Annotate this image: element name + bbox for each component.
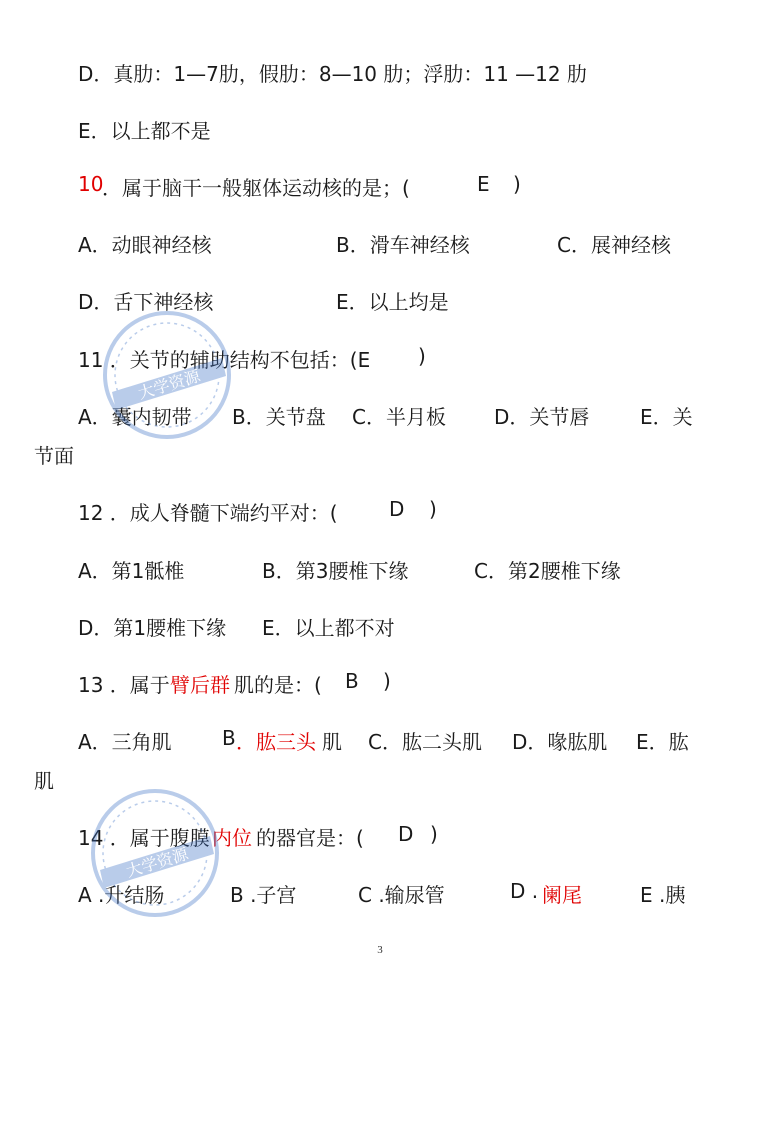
q12-option-b: B．第3腰椎下缘 — [262, 559, 409, 583]
q10-option-e: E．以上均是 — [336, 290, 449, 314]
q13-option-e: E．肱 — [636, 730, 689, 754]
q12-close: ) — [429, 497, 437, 521]
q13-option-d: D．喙肱肌 — [512, 730, 608, 754]
q9-option-e: E．以上都不是 — [78, 119, 211, 143]
q13-question — [0, 669, 760, 699]
q12-options-row1 — [0, 555, 760, 585]
q10-option-d: D．舌下神经核 — [78, 290, 214, 314]
q13-options-row1 — [0, 726, 760, 756]
q9-option-e-line — [0, 115, 760, 145]
q10-number: 10 — [78, 172, 104, 196]
watermark-stamp-icon — [80, 778, 230, 928]
q13-stem-highlight: 臂后群 — [170, 673, 230, 697]
q12-option-c: C．第2腰椎下缘 — [474, 559, 621, 583]
q13-option-a: A．三角肌 — [78, 730, 172, 754]
q10-question — [0, 172, 760, 202]
q13-option-e-continued: 肌 — [34, 769, 54, 793]
q14-stem-post: 的器官是：( — [256, 826, 364, 850]
q11-option-b: B．关节盘 — [232, 405, 326, 429]
q13-close: ) — [383, 669, 391, 693]
q11-option-c: C．半月板 — [352, 405, 446, 429]
watermark-stamp-icon — [92, 300, 242, 450]
q12-option-a: A．第1骶椎 — [78, 559, 185, 583]
q10-option-c: C．展神经核 — [557, 233, 671, 257]
q13-option-b-text: ．肱三头 — [236, 730, 316, 754]
q13-option-b-label: B — [222, 726, 236, 750]
q14-close: ) — [430, 822, 438, 846]
q11-close: ) — [418, 344, 426, 368]
q14-option-d-label: D . — [510, 879, 539, 903]
q14-option-b: B .子宫 — [230, 883, 297, 907]
q10-stem: ．属于脑干一般躯体运动核的是；( — [102, 176, 410, 200]
q10-options-row1 — [0, 229, 760, 259]
q9-option-d-line — [0, 58, 760, 88]
q14-option-d-text: 阑尾 — [542, 883, 582, 907]
q12-answer: D — [389, 497, 405, 521]
q14-option-c: C .输尿管 — [358, 883, 445, 907]
q10-close: ) — [513, 172, 521, 196]
watermark-text: 大学资源 — [135, 366, 203, 403]
q13-option-b-tail: 肌 — [322, 730, 342, 754]
q11-option-e: E．关 — [640, 405, 693, 429]
q11-stem: 11 ．关节的辅助结构不包括：(E — [78, 348, 371, 372]
q14-stem-pre: 14 ．属于腹膜 — [78, 826, 210, 850]
q10-option-a: A．动眼神经核 — [78, 233, 212, 257]
q11-option-e-continued: 节面 — [34, 444, 74, 468]
q10-answer: E — [477, 172, 490, 196]
q13-option-c: C．肱二头肌 — [368, 730, 482, 754]
q14-option-a: A .升结肠 — [78, 883, 165, 907]
q9-option-d: D．真肋：1—7肋，假肋：8—10 肋；浮肋：11 —12 肋 — [78, 62, 587, 86]
q12-question — [0, 497, 760, 527]
q12-option-d: D．第1腰椎下缘 — [78, 616, 227, 640]
q14-stem-highlight: 内位 — [212, 826, 252, 850]
page-number: 3 — [377, 944, 383, 956]
q13-answer: B — [345, 669, 359, 693]
q13-stem-post: 肌的是：( — [234, 673, 322, 697]
q14-answer: D — [398, 822, 414, 846]
q11-option-d: D．关节唇 — [494, 405, 590, 429]
q12-stem: 12 ．成人脊髓下端约平对：( — [78, 501, 338, 525]
watermark-text: 大学资源 — [123, 844, 191, 881]
q12-options-row2 — [0, 612, 760, 642]
q11-option-a: A．囊内韧带 — [78, 405, 192, 429]
q10-option-b: B．滑车神经核 — [336, 233, 470, 257]
q12-option-e: E．以上都不对 — [262, 616, 395, 640]
q13-stem-pre: 13 ．属于 — [78, 673, 170, 697]
q14-option-e: E .胰 — [640, 883, 686, 907]
